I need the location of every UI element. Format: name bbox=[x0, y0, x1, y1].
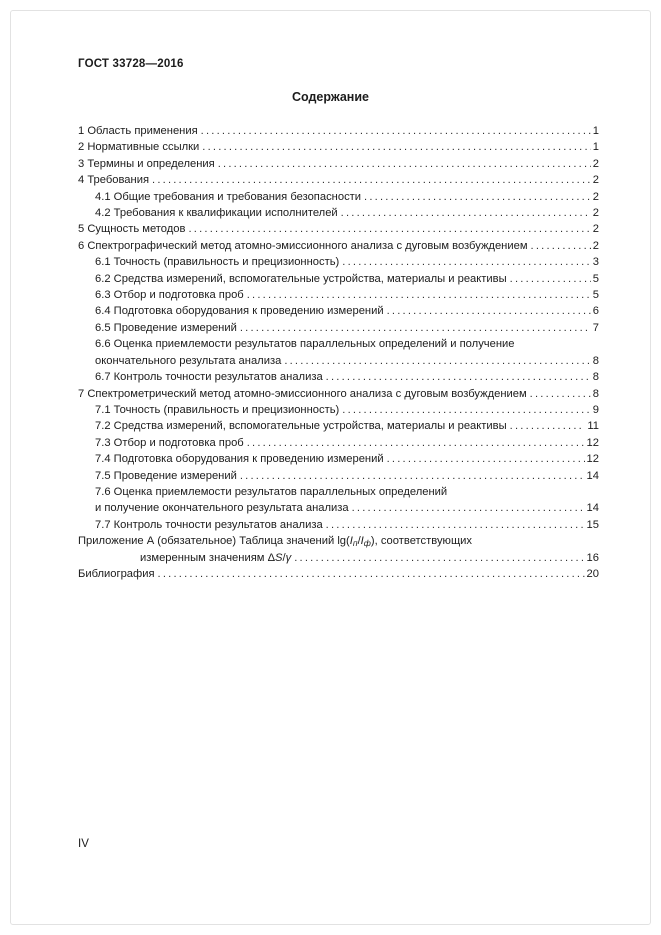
toc-text-segment: п bbox=[352, 538, 358, 549]
doc-number: ГОСТ 33728—2016 bbox=[78, 58, 184, 70]
dot-leader bbox=[342, 402, 590, 418]
toc-list bbox=[78, 123, 599, 582]
toc-entry bbox=[78, 435, 599, 451]
toc-page-number: 2 bbox=[592, 157, 599, 170]
toc-text-segment: 4.2 Требования к квалификации исполнителей bbox=[95, 207, 338, 220]
toc-page-number: 12 bbox=[586, 453, 599, 466]
toc-text-segment: 7.2 Средства измерений, вспомогательные устройства, материалы и реактивы bbox=[95, 420, 507, 433]
toc-entry bbox=[78, 418, 599, 434]
toc-text-segment: 7.7 Контроль точности результатов анализа bbox=[95, 518, 323, 531]
toc-text-segment: / bbox=[357, 535, 361, 548]
dot-leader bbox=[202, 139, 590, 155]
toc-text-segment: окончательного результата анализа bbox=[95, 354, 282, 367]
dot-leader bbox=[240, 468, 585, 484]
dot-leader bbox=[510, 271, 591, 287]
toc-line bbox=[78, 402, 599, 418]
toc-page-number: 15 bbox=[586, 518, 599, 531]
toc-text-segment: и получение окончательного результата анализа bbox=[95, 502, 349, 515]
dot-leader bbox=[352, 500, 585, 516]
toc-page-number: 5 bbox=[592, 272, 599, 285]
toc-line bbox=[78, 500, 599, 516]
toc-entry bbox=[78, 566, 599, 582]
toc-text bbox=[140, 550, 291, 566]
toc-text-segment: 6.3 Отбор и подготовка проб bbox=[95, 289, 244, 302]
toc-page-number: 1 bbox=[592, 125, 599, 137]
toc-text bbox=[95, 451, 384, 467]
toc-text-segment: 6.7 Контроль точности результатов анализа bbox=[95, 371, 323, 384]
toc-text-segment: I bbox=[349, 535, 353, 548]
toc-text bbox=[95, 271, 507, 287]
toc-line bbox=[78, 205, 599, 221]
toc-entry bbox=[78, 254, 599, 270]
toc-text bbox=[95, 484, 447, 500]
toc-entry bbox=[78, 484, 599, 517]
toc-text-segment: 6.6 Оценка приемлемости результатов параллельных определений и получение bbox=[95, 338, 515, 351]
toc-entry bbox=[78, 189, 599, 205]
toc-line bbox=[78, 221, 599, 237]
dot-leader bbox=[188, 221, 590, 237]
toc-text-segment: 7.3 Отбор и подготовка проб bbox=[95, 436, 244, 449]
toc-entry bbox=[78, 139, 599, 155]
toc-line bbox=[78, 172, 599, 188]
toc-entry bbox=[78, 172, 599, 188]
toc-text bbox=[95, 353, 281, 369]
toc-line bbox=[78, 139, 599, 155]
toc-text-segment: 6.5 Проведение измерений bbox=[95, 321, 237, 334]
dot-leader bbox=[530, 386, 591, 402]
toc-text-segment: 7 Спектрометрический метод атомно-эмиссионного анализа с дуговым возбуждением bbox=[78, 387, 527, 400]
dot-leader bbox=[201, 123, 591, 139]
dot-leader bbox=[341, 205, 591, 221]
dot-leader bbox=[152, 172, 591, 188]
toc-text bbox=[95, 517, 323, 533]
toc-page-number: 6 bbox=[592, 305, 599, 318]
toc-text bbox=[95, 287, 244, 303]
toc-page-number: 1 bbox=[592, 141, 599, 154]
toc-entry bbox=[78, 320, 599, 336]
toc-line bbox=[78, 254, 599, 270]
toc-text-segment: Приложение А (обязательное) Таблица значений lg( bbox=[78, 535, 350, 548]
toc-text bbox=[95, 369, 323, 385]
toc-text-segment: ), соответствующих bbox=[370, 535, 472, 548]
toc-entry bbox=[78, 303, 599, 319]
dot-leader bbox=[326, 517, 585, 533]
toc-text-segment: Библиография bbox=[78, 567, 155, 580]
dot-leader bbox=[284, 353, 590, 369]
toc-text bbox=[78, 172, 149, 188]
toc-line bbox=[78, 320, 599, 336]
toc-text-segment: 6.2 Средства измерений, вспомогательные устройства, материалы и реактивы bbox=[95, 272, 507, 285]
toc-page-number: 2 bbox=[592, 239, 599, 252]
toc-text bbox=[78, 221, 185, 237]
toc-line bbox=[78, 353, 599, 369]
toc-line bbox=[78, 238, 599, 254]
toc-text bbox=[95, 303, 384, 319]
dot-leader bbox=[294, 550, 584, 566]
toc-line bbox=[78, 303, 599, 319]
toc-entry bbox=[78, 336, 599, 369]
toc-line bbox=[78, 156, 599, 172]
toc-text-segment: измеренным значениям bbox=[140, 551, 268, 564]
toc-entry bbox=[78, 468, 599, 484]
toc-entry bbox=[78, 205, 599, 221]
toc-line bbox=[78, 468, 599, 484]
toc-entry bbox=[78, 238, 599, 254]
toc-entry bbox=[78, 533, 599, 566]
page-title: Содержание bbox=[291, 90, 369, 104]
dot-leader bbox=[387, 303, 591, 319]
toc-text-segment: 6.4 Подготовка оборудования к проведению измерений bbox=[95, 305, 384, 318]
toc-entry bbox=[78, 271, 599, 287]
toc-page-number: 11 bbox=[587, 420, 599, 433]
toc-line bbox=[78, 484, 599, 500]
footer-page-number: IV bbox=[78, 838, 89, 850]
toc-entry bbox=[78, 402, 599, 418]
dot-leader bbox=[510, 418, 586, 434]
toc-entry bbox=[78, 287, 599, 303]
toc-text-segment: 7.6 Оценка приемлемости результатов параллельных определений bbox=[95, 485, 448, 498]
toc-entry bbox=[78, 123, 599, 139]
toc-page-number: 2 bbox=[592, 223, 599, 236]
dot-leader bbox=[158, 566, 585, 582]
toc-text bbox=[95, 189, 361, 205]
toc-entry bbox=[78, 451, 599, 467]
toc-page-number: 2 bbox=[592, 190, 599, 203]
toc-text bbox=[78, 566, 155, 582]
toc-page-number: 8 bbox=[592, 387, 599, 400]
dot-leader bbox=[218, 156, 591, 172]
toc-text-segment: 5 Сущность методов bbox=[78, 223, 186, 236]
toc-line bbox=[78, 287, 599, 303]
toc-text-segment: 1 Область применения bbox=[78, 125, 198, 137]
toc-text-segment: 4.1 Общие требования и требования безопасности bbox=[95, 190, 362, 203]
toc-line bbox=[78, 435, 599, 451]
toc-line bbox=[78, 123, 599, 139]
toc-text-segment: S bbox=[275, 551, 283, 564]
toc-line bbox=[78, 386, 599, 402]
toc-text bbox=[95, 254, 339, 270]
dot-leader bbox=[531, 238, 591, 254]
toc-page-number: 16 bbox=[586, 551, 599, 564]
toc-text bbox=[78, 123, 198, 139]
toc-page-number: 20 bbox=[586, 567, 599, 580]
toc-text bbox=[95, 500, 349, 516]
toc-line bbox=[78, 418, 599, 434]
toc-page-number: 8 bbox=[592, 371, 599, 384]
toc-text-segment: 7.5 Проведение измерений bbox=[95, 469, 237, 482]
toc-line bbox=[78, 517, 599, 533]
toc-page-number: 7 bbox=[592, 321, 599, 334]
toc-text-segment: 6 Спектрографический метод атомно-эмиссионного анализа с дуговым возбуждением bbox=[78, 239, 528, 252]
toc-text-segment: 7.1 Точность (правильность и прецизионность) bbox=[95, 403, 340, 416]
toc-text-segment: ф bbox=[363, 538, 371, 549]
toc-text-segment: I bbox=[360, 535, 364, 548]
dot-leader bbox=[342, 254, 590, 270]
toc-line bbox=[78, 451, 599, 467]
toc-text bbox=[95, 435, 244, 451]
toc-text bbox=[78, 238, 528, 254]
toc-text-segment: 6.1 Точность (правильность и прецизионность) bbox=[95, 256, 340, 269]
toc-text-segment: 3 Термины и определения bbox=[78, 157, 215, 170]
toc-text bbox=[95, 320, 237, 336]
toc-line bbox=[78, 550, 599, 566]
toc-page-number: 8 bbox=[592, 354, 599, 367]
toc-page-number: 14 bbox=[586, 469, 599, 482]
toc-text bbox=[78, 533, 472, 549]
toc-text-segment: Δ bbox=[267, 551, 276, 564]
toc-text bbox=[95, 205, 338, 221]
toc-entry bbox=[78, 369, 599, 385]
toc-text bbox=[78, 386, 527, 402]
toc-text bbox=[95, 468, 237, 484]
toc-line bbox=[78, 566, 599, 582]
toc-text bbox=[78, 156, 215, 172]
toc-page-number: 9 bbox=[592, 403, 599, 416]
dot-leader bbox=[240, 320, 591, 336]
dot-leader bbox=[387, 451, 585, 467]
toc-line bbox=[78, 336, 599, 352]
dot-leader bbox=[364, 189, 591, 205]
toc-text bbox=[95, 336, 514, 352]
toc-page-number: 5 bbox=[592, 289, 599, 302]
toc-entry bbox=[78, 517, 599, 533]
toc-text bbox=[95, 418, 507, 434]
toc-text-segment: γ bbox=[285, 551, 292, 564]
toc-entry bbox=[78, 221, 599, 237]
toc-page-number: 3 bbox=[592, 256, 599, 269]
toc-text-segment: 4 Требования bbox=[78, 174, 150, 187]
toc-page-number: 2 bbox=[592, 174, 599, 187]
dot-leader bbox=[326, 369, 591, 385]
toc-page-number: 2 bbox=[592, 207, 599, 220]
toc-line bbox=[78, 369, 599, 385]
toc-entry bbox=[78, 156, 599, 172]
toc-text bbox=[78, 139, 199, 155]
toc-text-segment: 7.4 Подготовка оборудования к проведению измерений bbox=[95, 453, 384, 466]
toc-page-number: 14 bbox=[586, 502, 599, 515]
toc-line bbox=[78, 189, 599, 205]
toc-line bbox=[78, 533, 599, 549]
toc-entry bbox=[78, 386, 599, 402]
toc-line bbox=[78, 271, 599, 287]
toc-text-segment: / bbox=[282, 551, 286, 564]
toc-text bbox=[95, 402, 339, 418]
dot-leader bbox=[247, 287, 591, 303]
dot-leader bbox=[247, 435, 585, 451]
toc-text-segment: 2 Нормативные ссылки bbox=[78, 141, 200, 154]
toc-page-number: 12 bbox=[586, 436, 599, 449]
